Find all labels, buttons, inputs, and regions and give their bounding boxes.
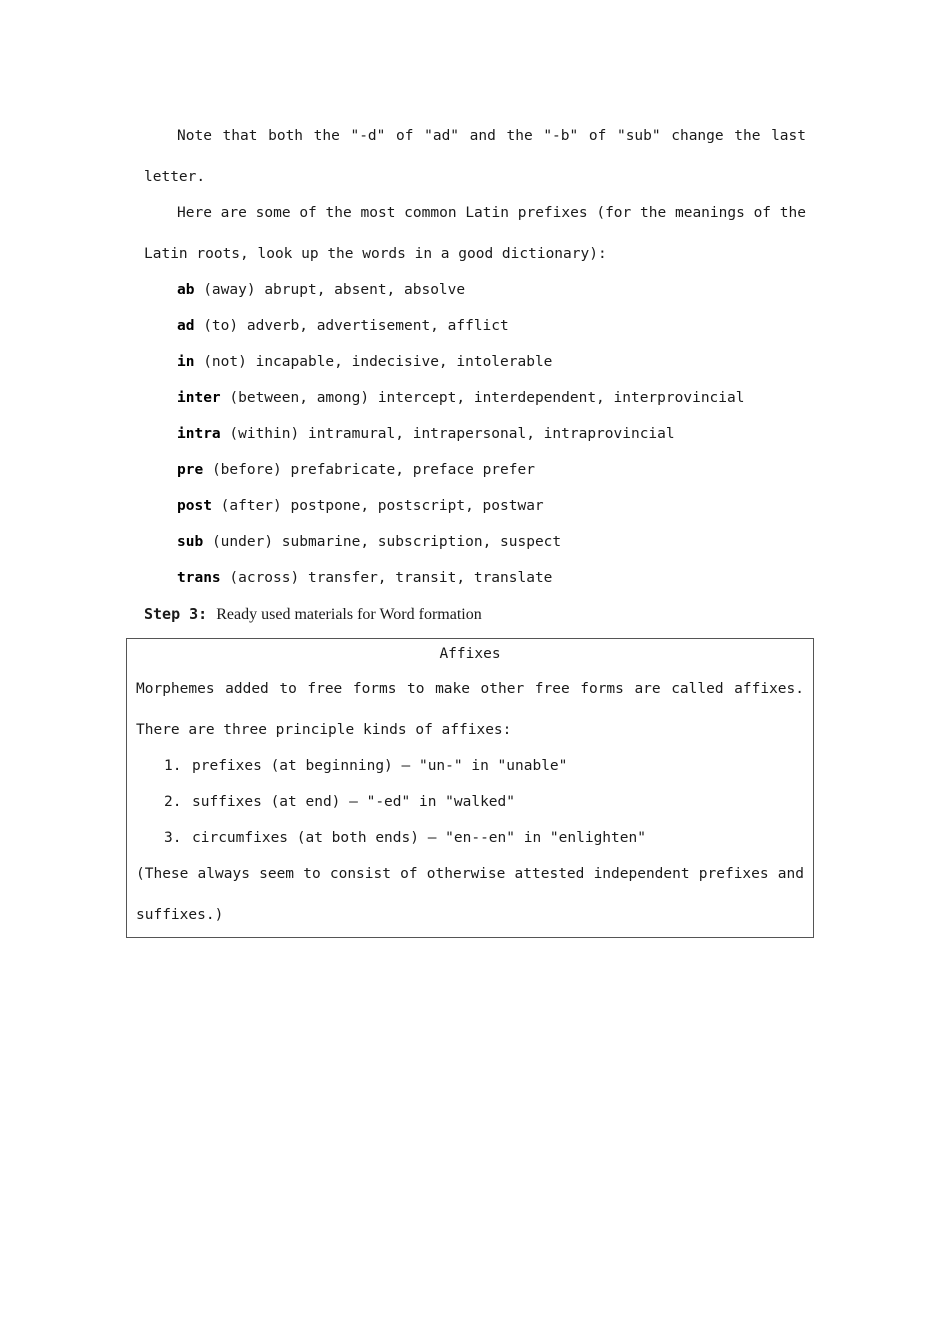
prefix-meaning: (after) xyxy=(220,498,282,514)
prefix-item-ad xyxy=(177,318,509,334)
affixes-definition-line-2: There are three principle kinds of affixes: xyxy=(136,722,512,738)
prefix-meaning: (between, among) xyxy=(229,390,370,406)
list-item-number: 1. xyxy=(164,758,182,774)
affixes-definition-line-1: Morphemes added to free forms to make other free forms are called affixes. xyxy=(136,681,804,697)
list-item xyxy=(164,758,567,774)
prefix-item-sub xyxy=(177,534,561,550)
prefix-examples: prefabricate, preface prefer xyxy=(290,462,535,478)
prefix-term: trans xyxy=(177,570,221,586)
prefix-meaning: (not) xyxy=(203,354,247,370)
prefix-examples: transfer, transit, translate xyxy=(307,570,553,586)
prefix-item-post xyxy=(177,498,544,514)
note-paragraph-line-2: letter. xyxy=(144,169,206,185)
list-item-text: circumfixes (at both ends) — "en--en" in "enlighten" xyxy=(192,830,646,846)
affixes-box xyxy=(126,638,814,938)
prefix-meaning: (before) xyxy=(211,462,282,478)
list-item-text: suffixes (at end) — "-ed" in "walked" xyxy=(192,794,516,810)
prefix-term: post xyxy=(177,498,212,514)
prefix-examples: postpone, postscript, postwar xyxy=(290,498,544,514)
prefix-term: sub xyxy=(177,534,204,550)
prefix-examples: intramural, intrapersonal, intraprovincial xyxy=(307,426,675,442)
affixes-note-line-2: suffixes.) xyxy=(136,907,224,923)
prefix-item-ab xyxy=(177,282,465,298)
affixes-title: Affixes xyxy=(439,646,501,662)
prefix-term: inter xyxy=(177,390,221,406)
prefixes-intro-line-2: Latin roots, look up the words in a good dictionary): xyxy=(144,246,607,262)
prefix-examples: intercept, interdependent, interprovincial xyxy=(377,390,745,406)
prefix-term: ad xyxy=(177,318,195,334)
prefix-examples: adverb, advertisement, afflict xyxy=(246,318,509,334)
list-item-number: 3. xyxy=(164,830,182,846)
prefix-item-in xyxy=(177,354,552,370)
prefix-examples: submarine, subscription, suspect xyxy=(281,534,562,550)
prefix-item-trans xyxy=(177,570,552,586)
prefix-examples: abrupt, absent, absolve xyxy=(264,282,466,298)
step-text: Ready used materials for Word formation xyxy=(216,606,482,623)
list-item xyxy=(164,794,515,810)
prefix-item-intra xyxy=(177,426,675,442)
list-item-number: 2. xyxy=(164,794,182,810)
prefix-term: pre xyxy=(177,462,204,478)
prefix-item-pre xyxy=(177,462,535,478)
affixes-note-line-1: (These always seem to consist of otherwise attested independent prefixes and xyxy=(136,866,804,882)
step-heading xyxy=(144,605,482,624)
prefix-meaning: (within) xyxy=(229,426,300,442)
prefix-meaning: (across) xyxy=(229,570,300,586)
prefix-meaning: (away) xyxy=(203,282,256,298)
prefix-examples: incapable, indecisive, intolerable xyxy=(255,354,553,370)
prefix-term: intra xyxy=(177,426,221,442)
prefixes-intro-line-1: Here are some of the most common Latin prefixes (for the meanings of the xyxy=(177,205,806,221)
note-paragraph-line-1: Note that both the "-d" of "ad" and the "-b" of "sub" change the last xyxy=(177,128,806,144)
prefix-meaning: (under) xyxy=(211,534,274,550)
prefix-term: ab xyxy=(177,282,195,298)
step-label: Step 3: xyxy=(144,605,208,623)
prefix-item-inter xyxy=(177,390,744,406)
prefix-term: in xyxy=(177,354,195,370)
list-item-text: prefixes (at beginning) — "un-" in "unable" xyxy=(192,758,568,774)
prefix-meaning: (to) xyxy=(203,318,239,334)
list-item xyxy=(164,830,646,846)
